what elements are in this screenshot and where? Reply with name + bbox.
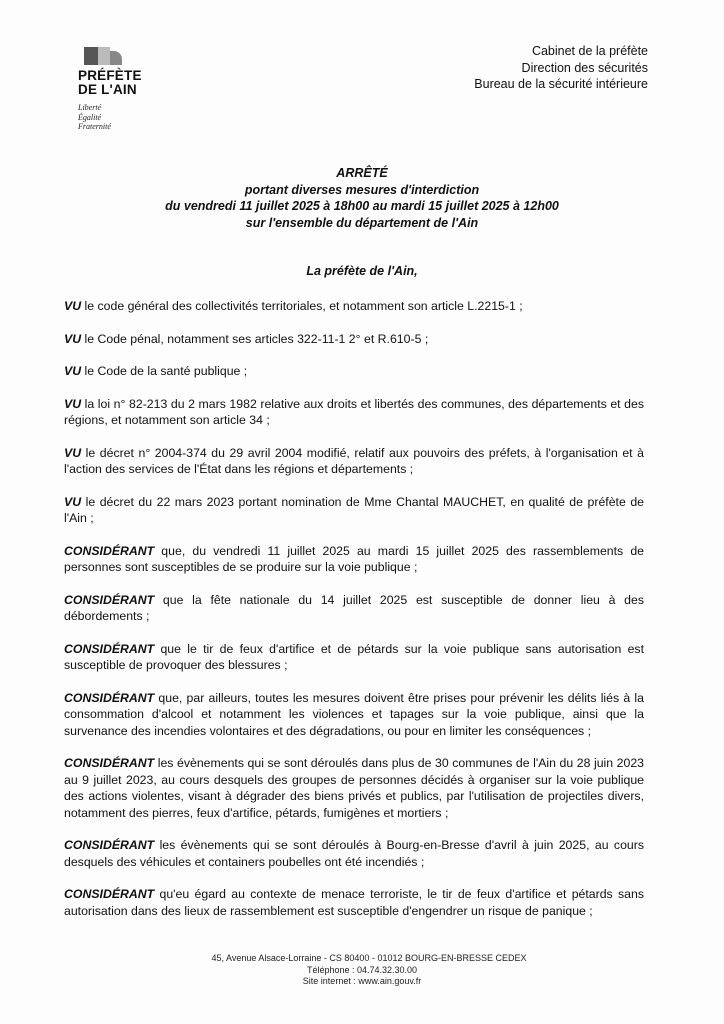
logo-name-line: DE L'AIN [78,82,137,97]
decree-paragraph [64,396,644,429]
paragraph-text: le décret du 22 mars 2023 portant nomination de Mme Chantal MAUCHET, en qualité de préfète de l'Ain ; [64,494,644,525]
republic-motto [78,103,198,132]
paragraph-text: les évènements qui se sont déroulés dans plus de 30 communes de l'Ain du 28 juin 2023 au 9 juillet 2023, au cours desquels des groupes de personnes décidés à organiser sur la voie publique des actions violentes, visant à dégrader des biens privés et publics, par l'utilisation de projectiles divers, notamment des pierres, feux d'artifice, pétards, fumigènes et mortiers ; [64,756,644,820]
decree-paragraph [64,331,644,348]
decree-body [64,298,644,935]
paragraph-keyword: CONSIDÉRANT [64,838,155,852]
paragraph-keyword: VU [64,494,82,509]
motto-line: Liberté [78,103,102,112]
logo-name-line: PRÉFÈTE [78,68,142,83]
decree-paragraph [64,886,644,919]
paragraph-text: qu'eu égard au contexte de menace terroriste, le tir de feux d'artifice et pétards sans autorisation dans des lieux de rassemblement est susceptible d'engendrer un risque de panique ; [64,887,644,918]
paragraph-keyword: CONSIDÉRANT [64,887,155,901]
paragraph-text: que le tir de feux d'artifice et de pétards sur la voie publique sans autorisation est susceptible de provoquer des blessures ; [64,641,644,672]
decree-paragraph [64,363,644,380]
decree-heading: ARRÊTÉ [336,166,388,180]
footer-website: Site internet : www.ain.gouv.fr [302,976,422,986]
paragraph-keyword: VU [64,364,82,378]
decree-paragraph [64,592,644,625]
decree-paragraph [64,494,644,527]
decree-paragraph [64,690,644,740]
paragraph-keyword: CONSIDÉRANT [64,543,155,558]
logo-name [78,69,198,97]
department-line: Cabinet de la préfète [531,44,648,58]
decree-paragraph [64,298,644,315]
footer-address: 45, Avenue Alsace-Lorraine - CS 80400 - 01012 BOURG-EN-BRESSE CEDEX [211,953,527,963]
marianne-logo-icon [84,45,124,65]
decree-title-line: portant diverses mesures d'interdiction [244,182,480,197]
paragraph-text: les évènements qui se sont déroulés à Bourg-en-Bresse d'avril à juin 2025, au cours desquels des véhicules et containers poubelles ont été incendiés ; [64,838,644,869]
paragraph-text: que, du vendredi 11 juillet 2025 au mardi 15 juillet 2025 des rassemblements de personnes sont susceptibles de se produire sur la voie publique ; [64,543,644,574]
paragraph-keyword: CONSIDÉRANT [64,690,155,705]
footer [0,953,724,988]
department-line: Bureau de la sécurité intérieure [474,77,648,91]
department-line: Direction des sécurités [521,60,648,75]
decree-title [0,165,724,231]
motto-line: Égalité [78,112,102,122]
paragraph-keyword: VU [64,331,82,346]
department-block [474,43,648,93]
decree-paragraph [64,755,644,821]
decree-paragraph [64,837,644,870]
paragraph-text: le Code pénal, notamment ses articles 322-11-1 2° et R.610-5 ; [81,331,429,346]
decree-title-line: sur l'ensemble du département de l'Ain [245,215,479,230]
paragraph-keyword: VU [64,299,82,313]
paragraph-keyword: CONSIDÉRANT [64,756,155,770]
paragraph-keyword: CONSIDÉRANT [64,592,155,607]
decree-paragraph [64,543,644,576]
paragraph-text: que, par ailleurs, toutes les mesures doivent être prises pour prévenir les délits liés à la consommation d'alcool et notamment les violences et tapages sur la voie publique, ainsi que la survenance des incendies volontaires et des dégradations, ou pour en limiter les conséquences ; [64,690,644,738]
paragraph-text: le décret n° 2004-374 du 29 avril 2004 modifié, relatif aux pouvoirs des préfets, à l'organisation et à l'action des services de l'État dans les régions et départements ; [64,445,644,476]
decree-paragraph [64,445,644,478]
motto-line: Fraternité [78,122,111,131]
prefecture-logo [78,45,198,132]
paragraph-keyword: VU [64,396,82,411]
paragraph-text: que la fête nationale du 14 juillet 2025 est susceptible de donner lieu à des débordements ; [64,592,644,623]
paragraph-keyword: CONSIDÉRANT [64,641,155,656]
decree-paragraph [64,641,644,674]
paragraph-text: le Code de la santé publique ; [81,364,248,378]
prefete-line: La préfète de l'Ain, [306,264,418,278]
paragraph-keyword: VU [64,445,82,460]
footer-phone: Téléphone : 04.74.32.30.00 [306,964,418,975]
decree-title-line: du vendredi 11 juillet 2025 à 18h00 au mardi 15 juillet 2025 à 12h00 [165,199,559,213]
paragraph-text: le code général des collectivités territoriales, et notamment son article L.2215-1 ; [81,299,523,313]
paragraph-text: la loi n° 82-213 du 2 mars 1982 relative aux droits et libertés des communes, des départements et des régions, et notamment son article 34 ; [64,396,644,427]
